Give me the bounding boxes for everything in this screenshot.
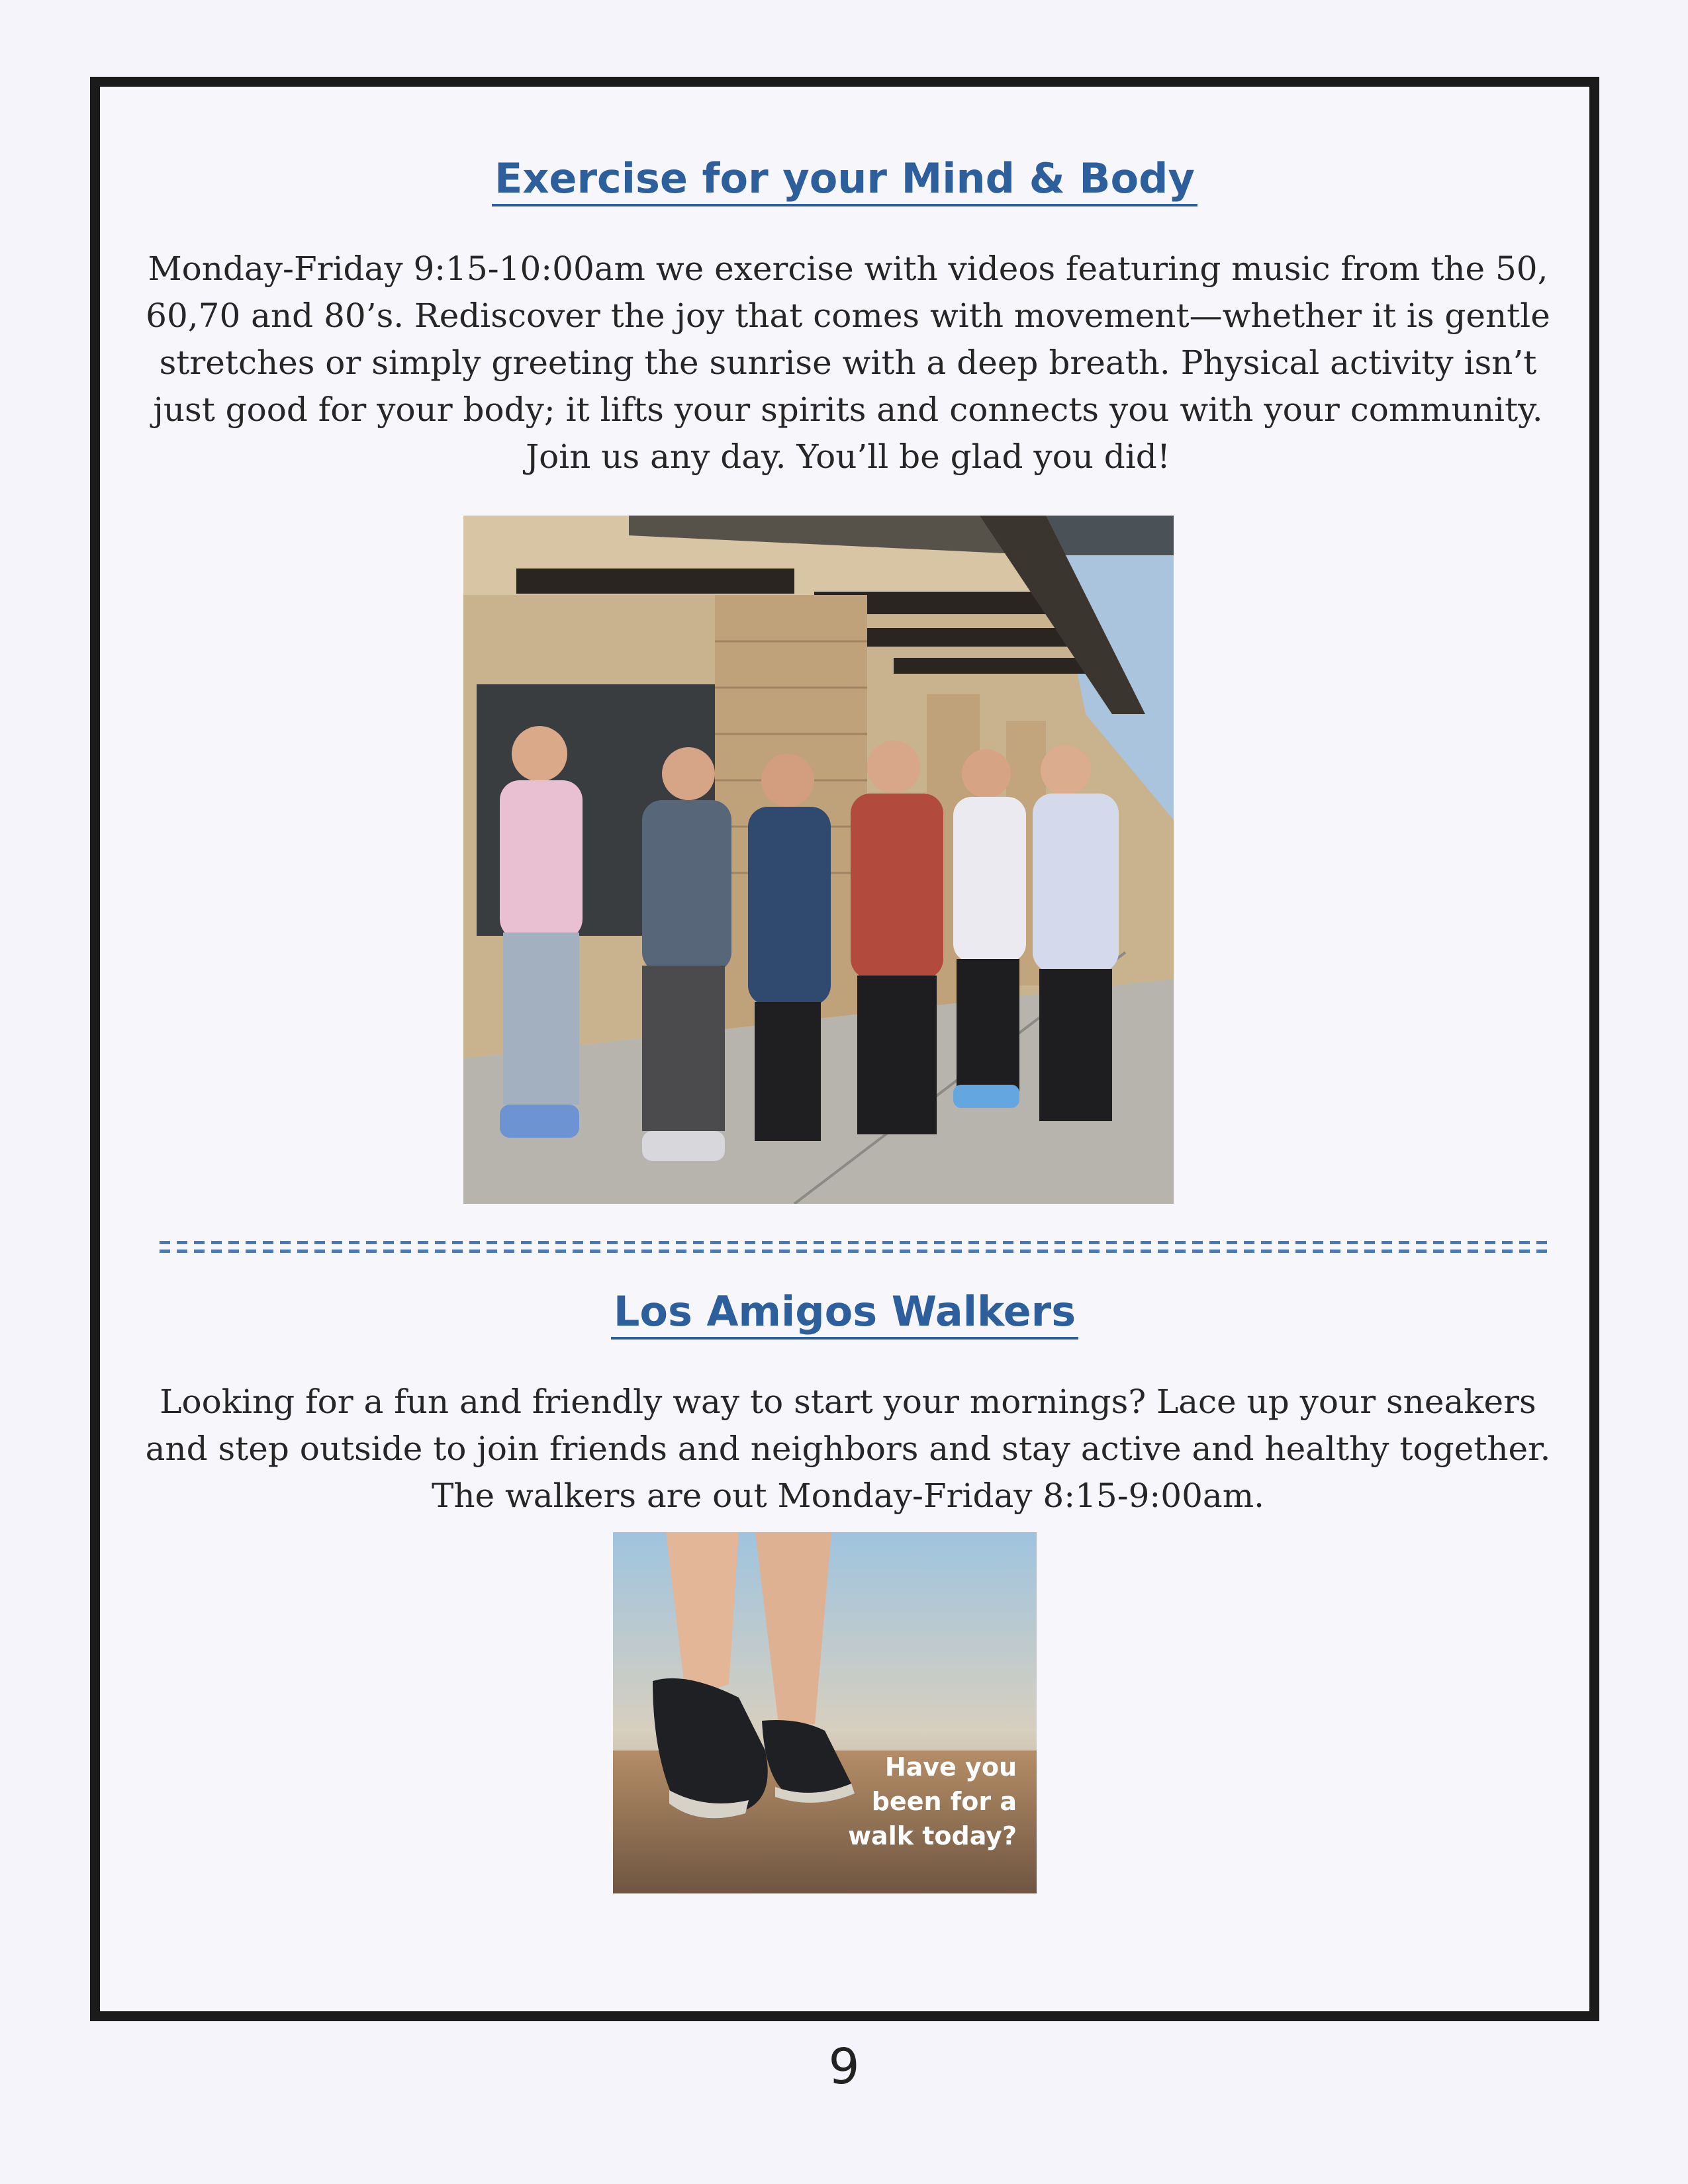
page-number: 9 (828, 2038, 860, 2095)
exercise-heading: Exercise for your Mind & Body (100, 154, 1589, 203)
caption-line-2: been for a (871, 1787, 1017, 1816)
group-exercise-photo (463, 516, 1174, 1204)
caption-line-3: walk today? (847, 1821, 1017, 1850)
walkers-description: Looking for a fun and friendly way to start your mornings? Lace up your sneakers and step outside to join friends and neighbors and stay active and healthy together. The walkers are out Monday-Friday 8:15-9:00am. (145, 1383, 1551, 1515)
walking-photo (613, 1532, 1037, 1893)
exercise-description: Monday-Friday 9:15-10:00am we exercise with videos featuring music from the 50, 60,70 and 80’s. Rediscover the joy that comes with movement—whether it is gentle stretches or simply greeting the sunrise with a deep breath. Physical activity isn’t just good for your body; it lifts your spirits and connects you with your community. Join us any day. You’ll be glad you did! (146, 250, 1550, 476)
page-frame (90, 77, 1599, 2021)
caption-line-1: Have you (884, 1752, 1017, 1782)
walkers-heading: Los Amigos Walkers (100, 1287, 1589, 1336)
section-divider (160, 1238, 1550, 1255)
